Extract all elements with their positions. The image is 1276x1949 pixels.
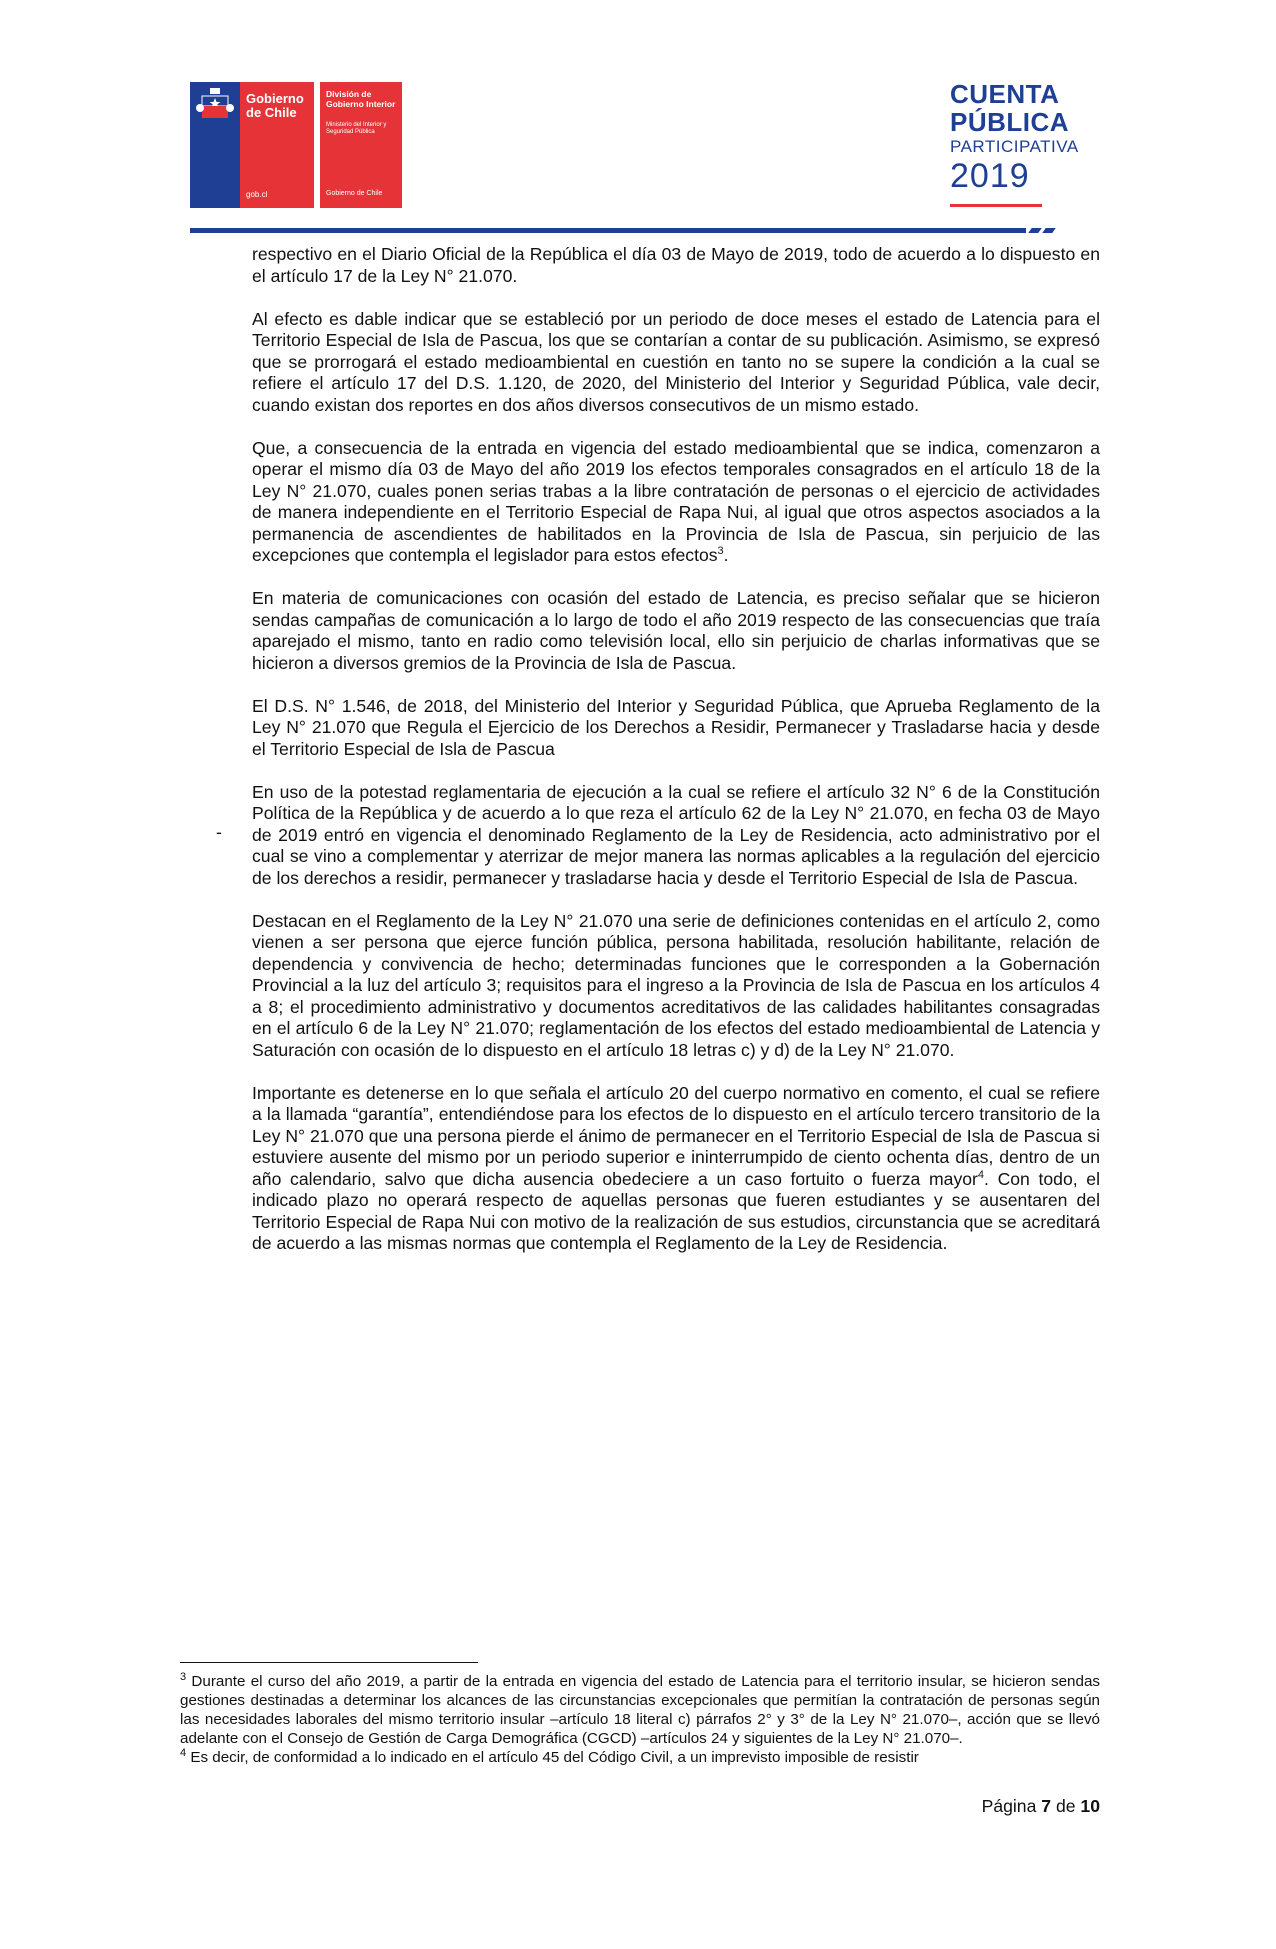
page-mid: de	[1051, 1796, 1081, 1816]
page-current: 7	[1041, 1796, 1052, 1816]
gob-footer: Gobierno de Chile	[326, 190, 383, 197]
cuenta-publica-logo	[950, 80, 1100, 194]
division-subtitle: Ministerio del Interior y Seguridad Pública	[326, 122, 387, 135]
page-number	[982, 1796, 1100, 1817]
footnote-4	[180, 1748, 1100, 1767]
paragraph-6: Destacan en el Reglamento de la Ley N° 21.070 una serie de definiciones contenidas en el artículo 2, como vienen a ser persona que ejerce función pública, persona habilitada, resolución habilitante, relación de dependencia y convivencia de hecho; determinadas funciones que le corresponden a la Gobernación Provincial a la luz del artículo 3; requisitos para el ingreso a la Provincia de Isla de Pascua en los artículos 4 a 8; el procedimiento administrativo y documentos acreditativos de las calidades habilitantes consagradas en el artículo 6 de la Ley N° 21.070; reglamentación de los efectos del estado medioambiental de Latencia y Saturación con ocasión de lo dispuesto en el artículo 18 letras c) y d) de la Ley N° 21.070.	[252, 910, 1100, 1060]
footnote-ref-4[interactable]: 4	[977, 1168, 985, 1181]
paragraph-7-text-b: . Con todo, el indicado plazo no operará respecto de aquellas personas que fueren estudiantes y se ausentaren del Territorio Especial de Rapa Nui con motivo de la realización de sus estudios, circunstancia que se acreditará de acuerdo a las mismas normas que contempla el Reglamento de la Ley de Residencia.	[252, 1168, 1100, 1253]
footnotes	[180, 1672, 1100, 1767]
division-title: División de Gobierno Interior	[326, 89, 396, 109]
page-prefix: Página	[981, 1796, 1042, 1816]
body-text	[252, 244, 1100, 1276]
paragraph-1: respectivo en el Diario Oficial de la República el día 03 de Mayo de 2019, todo de acuerdo a lo dispuesto en el artículo 17 de la Ley N° 21.070.	[252, 244, 1100, 286]
participativa-word: PARTICIPATIVA	[950, 137, 1079, 156]
page-total: 10	[1080, 1796, 1100, 1816]
gob-line-2: de Chile	[246, 105, 297, 120]
cuenta-word: CUENTA	[950, 79, 1060, 109]
footnote-ref-3[interactable]: 3	[717, 545, 724, 558]
logo-blue-band	[190, 82, 240, 208]
footnote-4-text: Es decir, de conformidad a lo indicado en el artículo 45 del Código Civil, a un imprevisto imposible de resistir	[186, 1749, 919, 1766]
gobierno-de-chile-logo	[190, 82, 402, 208]
paragraph-7-text-a: Importante es detenerse en lo que señala el artículo 20 del cuerpo normativo en comento, el cual se refiere a la llamada “garantía”, entendiéndose para los efectos de lo dispuesto en el artículo tercero transitorio de la Ley N° 21.070 que una persona pierde el ánimo de permanecer en el Territorio Especial de Isla de Pascua si estuviere ausente del mismo por un periodo superior e ininterrumpido de ciento ochenta días, dentro de un año calendario, salvo que dicha ausencia obedeciere a un caso fortuito o fuerza mayor	[252, 1082, 1100, 1189]
chile-coat-of-arms-icon	[196, 86, 234, 126]
footnote-3	[180, 1672, 1100, 1748]
footnote-separator	[180, 1662, 478, 1663]
cuenta-year: 2019	[950, 157, 1030, 195]
footnote-3-marker: 3	[180, 1670, 187, 1683]
gob-line-1: Gobierno	[246, 91, 304, 106]
footnote-4-marker: 4	[180, 1746, 187, 1759]
paragraph-3-text: Que, a consecuencia de la entrada en vigencia del estado medioambiental que se indica, comenzaron a operar el mismo día 03 de Mayo del año 2019 los efectos temporales consagrados en el artículo 18 de la Ley N° 21.070, cuales ponen serias trabas a la libre contratación de personas o el ejercicio de actividades de manera independiente en el Territorio Especial de Rapa Nui, al igual que otros aspectos asociados a la permanencia de ascendientes de habilitados en la Provincia de Isla de Pascua, sin perjuicio de las excepciones que contempla el legislador para estos efectos	[252, 437, 1100, 565]
paragraph-4: En materia de comunicaciones con ocasión del estado de Latencia, es preciso señalar que se hicieron sendas campañas de comunicación a lo largo de todo el año 2019 respecto de las consecuencias que traía aparejado el mismo, tanto en radio como televisión local, ello sin perjuicio de charlas informativas que se hicieron a diversos gremios de la Provincia de Isla de Pascua.	[252, 588, 1100, 673]
footnote-3-text: Durante el curso del año 2019, a partir de la entrada en vigencia del estado de Latencia para el territorio insular, se hicieron sendas gestiones destinadas a determinar los alcances de las circunstancias excepcionales que permitían la contratación de personas según las necesidades laborales del mismo territorio insular –artículo 18 literal c) párrafos 2° y 3° de la Ley N° 21.070–, acción que se llevó adelante con el Consejo de Gestión de Carga Demográfica (CGCD) –artículos 24 y siguientes de la Ley N° 21.070–.	[180, 1673, 1100, 1747]
header-rule-slash-1	[1028, 228, 1042, 233]
paragraph-3-end: .	[723, 545, 729, 565]
list-item-dash: -	[216, 822, 222, 842]
cuenta-underline	[950, 204, 1042, 207]
header-rule-slash-2	[1042, 228, 1056, 233]
paragraph-5: En uso de la potestad reglamentaria de ejecución a la cual se refiere el artículo 32 N° 6 de la Constitución Política de la República y de acuerdo a lo que reza el artículo 62 de la Ley N° 21.070, en fecha 03 de Mayo de 2019 entró en vigencia el denominado Reglamento de la Ley de Residencia, acto administrativo por el cual se vino a complementar y aterrizar de mejor manera las normas aplicables a la regulación del ejercicio de los derechos a residir, permanecer y trasladarse hacia y desde el Territorio Especial de Isla de Pascua.	[252, 781, 1100, 888]
header-rule	[190, 228, 1026, 233]
paragraph-2: Al efecto es dable indicar que se estableció por un periodo de doce meses el estado de Latencia para el Territorio Especial de Isla de Pascua, los que se contarían a contar de su publicación. Asimismo, se expresó que se prorrogará el estado medioambiental en cuestión en tanto no se supere la condición a la cual se refiere el artículo 17 del D.S. 1.120, de 2020, del Ministerio del Interior y Seguridad Pública, vale decir, cuando existan dos reportes en dos años diversos consecutivos de un mismo estado.	[252, 308, 1100, 415]
paragraph-3	[252, 438, 1100, 567]
paragraph-7	[252, 1083, 1100, 1255]
gob-url: gob.cl	[246, 190, 268, 199]
publica-word: PÚBLICA	[950, 107, 1070, 137]
list-item-text: El D.S. N° 1.546, de 2018, del Ministerio del Interior y Seguridad Pública, que Aprueba Reglamento de la Ley N° 21.070 que Regula el Ejercicio de los Derechos a Residir, Permanecer y Trasladarse hacia y desde el Territorio Especial de Isla de Pascua	[252, 695, 1100, 759]
